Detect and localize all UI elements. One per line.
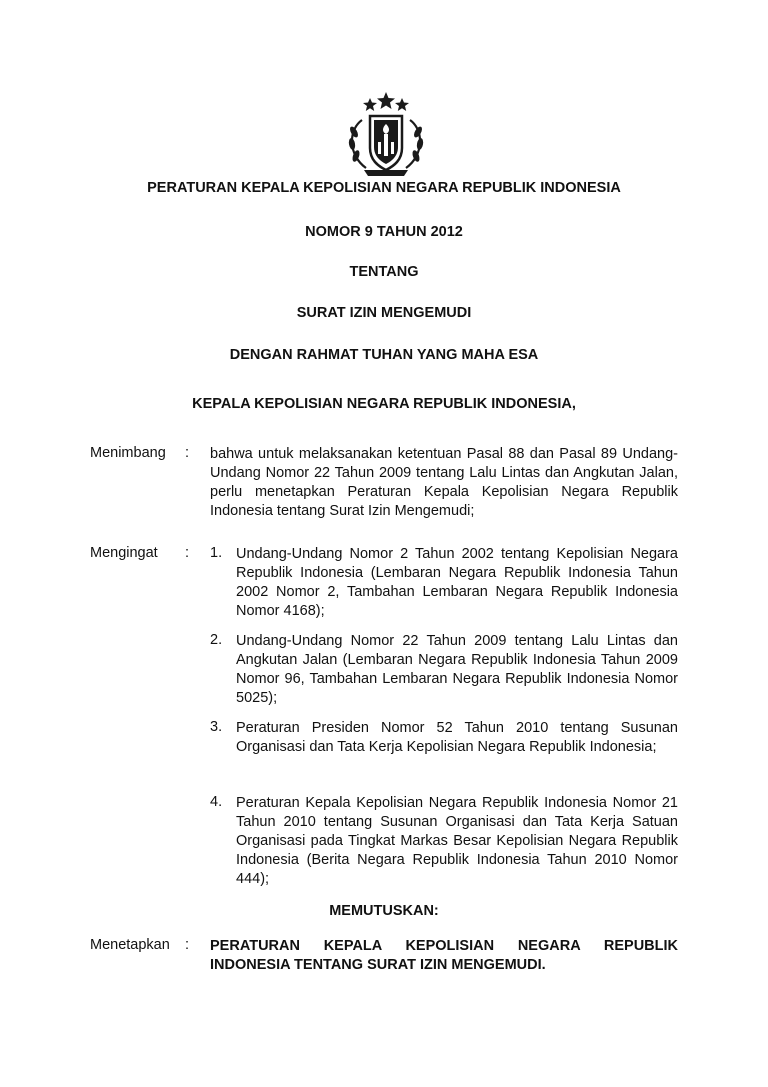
subject-title: SURAT IZIN MENGEMUDI [296, 305, 472, 321]
memutuskan-heading: MEMUTUSKAN: [329, 903, 439, 919]
item-text: Undang-Undang Nomor 22 Tahun 2009 tentang Lalu Lintas dan Angkutan Jalan (Lembaran Negara Republik Indonesia Tahun 2009 Nomor 96, Tambahan Lembaran Negara Republik Indonesia Nomor 5025); [236, 633, 678, 706]
issuer-line: KEPALA KEPOLISIAN NEGARA REPUBLIK INDONESIA, [192, 396, 576, 412]
mengingat-colon: : [185, 545, 190, 561]
menimbang-text: bahwa untuk melaksanakan ketentuan Pasal 88 dan Pasal 89 Undang-Undang Nomor 22 Tahun 2009 tentang Lalu Lintas dan Angkutan Jalan, perlu menetapkan Peraturan Kepala Kepolisian Negara Republik Indonesia tentang Surat Izin Mengemudi; [210, 446, 678, 519]
menetapkan-colon: : [185, 937, 190, 953]
item-number: 3. [210, 719, 223, 735]
menimbang-label: Menimbang [90, 445, 166, 461]
police-emblem-icon [340, 90, 432, 180]
mengingat-label: Mengingat [90, 545, 158, 561]
item-text: Undang-Undang Nomor 2 Tahun 2002 tentang Kepolisian Negara Republik Indonesia (Lembaran Negara Republik Indonesia Tahun 2002 Nomor 2, Tambahan Lembaran Negara Republik Indonesia Nomor 4168); [236, 546, 678, 619]
menetapkan-line-2: INDONESIA TENTANG SURAT IZIN MENGEMUDI. [210, 957, 546, 973]
about-heading: TENTANG [349, 264, 419, 280]
menetapkan-text [210, 937, 678, 975]
item-text: Peraturan Kepala Kepolisian Negara Republik Indonesia Nomor 21 Tahun 2010 tentang Susunan Organisasi dan Tata Kerja Satuan Organisasi pada Tingkat Markas Besar Kepolisian Negara Republik Indonesia (Berita Negara Republik Indonesia Tahun 2010 Nomor 444); [236, 795, 678, 887]
menetapkan-label: Menetapkan [90, 937, 170, 953]
item-number: 2. [210, 632, 223, 648]
menimbang-colon: : [185, 445, 190, 461]
regulation-number: NOMOR 9 TAHUN 2012 [305, 224, 463, 240]
item-number: 4. [210, 794, 223, 810]
invocation-line: DENGAN RAHMAT TUHAN YANG MAHA ESA [229, 347, 539, 363]
item-text: Peraturan Presiden Nomor 52 Tahun 2010 tentang Susunan Organisasi dan Tata Kerja Kepolisian Negara Republik Indonesia; [236, 720, 678, 755]
regulation-title: PERATURAN KEPALA KEPOLISIAN NEGARA REPUBLIK INDONESIA [147, 180, 621, 196]
menetapkan-line-1: PERATURAN KEPALA KEPOLISIAN NEGARA REPUBLIK [210, 938, 678, 954]
item-number: 1. [210, 545, 223, 561]
